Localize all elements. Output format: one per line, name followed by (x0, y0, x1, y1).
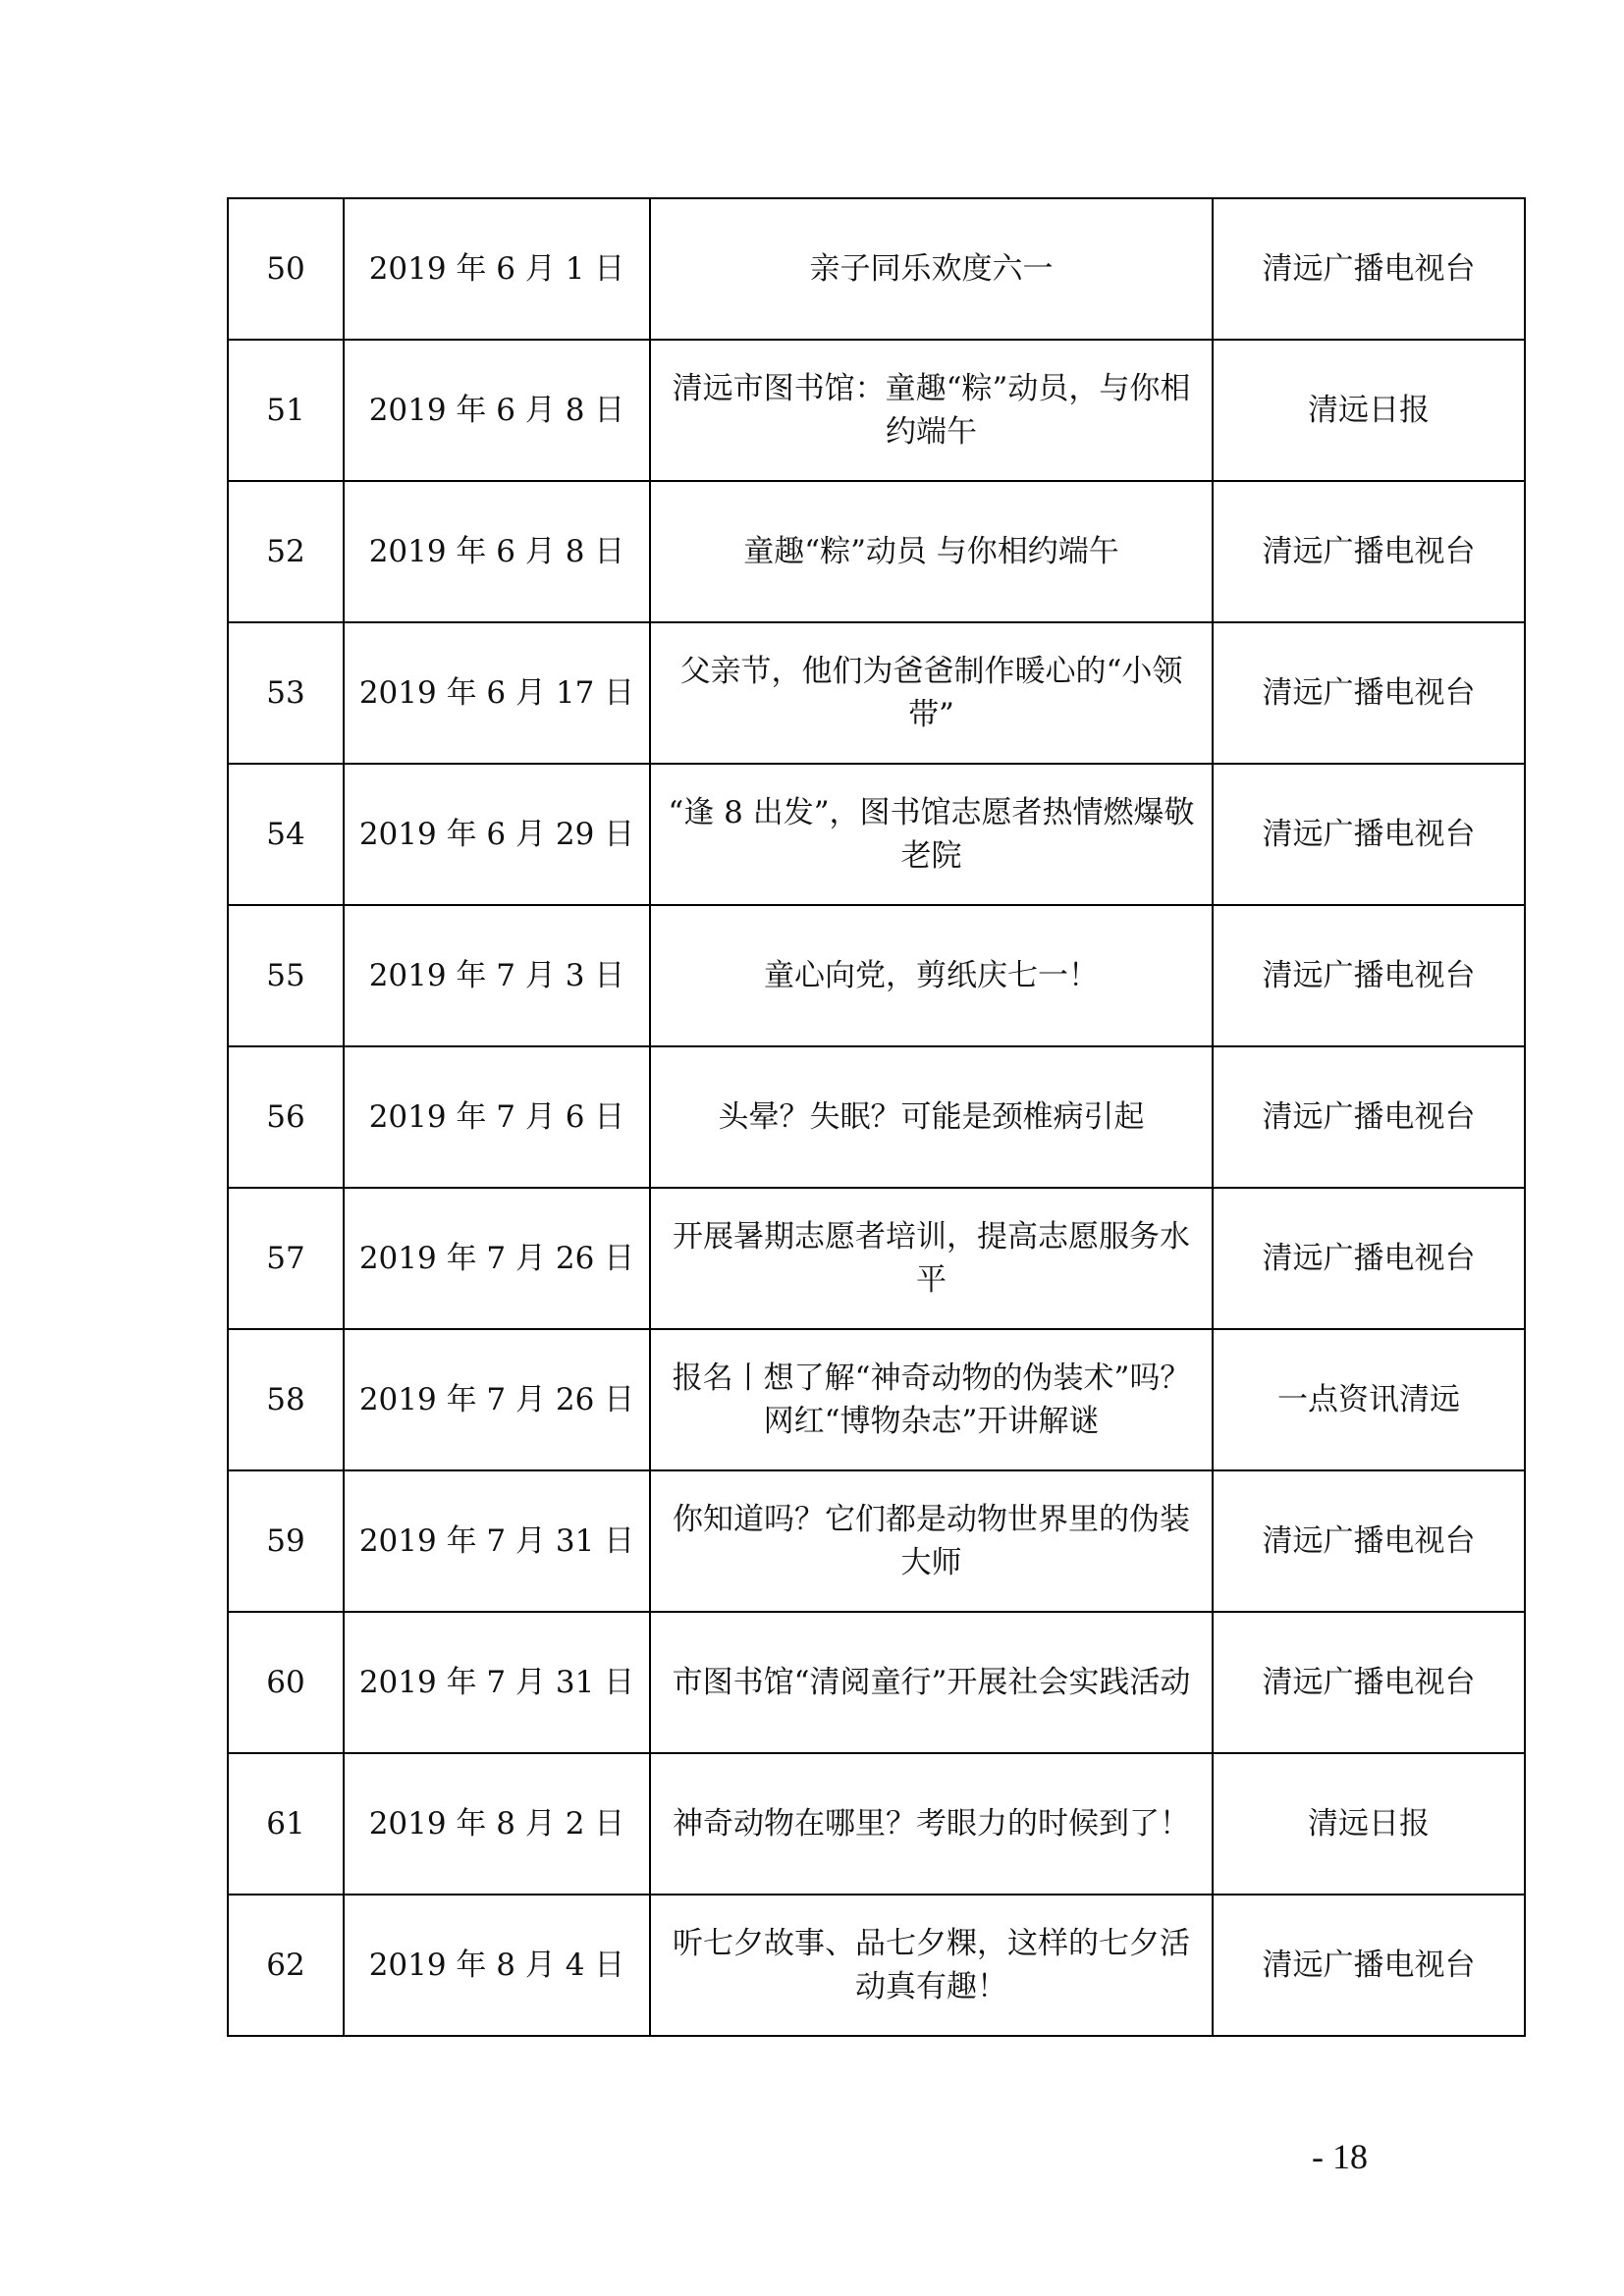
row-date: 2019 年 7 月 31 日 (344, 1612, 650, 1753)
row-title: 开展暑期志愿者培训，提高志愿服务水平 (650, 1188, 1213, 1329)
row-date: 2019 年 6 月 1 日 (344, 198, 650, 340)
row-title: 市图书馆“清阅童行”开展社会实践活动 (650, 1612, 1213, 1753)
row-number: 61 (228, 1753, 344, 1895)
row-title: 你知道吗？它们都是动物世界里的伪装大师 (650, 1470, 1213, 1612)
media-coverage-table (227, 197, 1526, 2037)
row-number: 54 (228, 764, 344, 905)
row-number: 55 (228, 905, 344, 1046)
row-date: 2019 年 8 月 2 日 (344, 1753, 650, 1895)
row-source: 清远日报 (1213, 340, 1525, 481)
row-number: 59 (228, 1470, 344, 1612)
row-source: 清远日报 (1213, 1753, 1525, 1895)
row-title: 听七夕故事、品七夕粿，这样的七夕活动真有趣！ (650, 1895, 1213, 2036)
page-number: - 18 (1312, 2137, 1368, 2176)
table-row (228, 905, 1525, 1046)
row-date: 2019 年 7 月 26 日 (344, 1329, 650, 1470)
row-date: 2019 年 7 月 3 日 (344, 905, 650, 1046)
row-number: 51 (228, 340, 344, 481)
row-title: 神奇动物在哪里？考眼力的时候到了！ (650, 1753, 1213, 1895)
row-date: 2019 年 6 月 8 日 (344, 340, 650, 481)
row-title: 头晕？失眠？可能是颈椎病引起 (650, 1046, 1213, 1188)
row-date: 2019 年 7 月 6 日 (344, 1046, 650, 1188)
row-title: 清远市图书馆：童趣“粽”动员，与你相约端午 (650, 340, 1213, 481)
table-row (228, 622, 1525, 764)
row-number: 53 (228, 622, 344, 764)
row-source: 清远广播电视台 (1213, 1046, 1525, 1188)
row-title: 报名丨想了解“神奇动物的伪装术”吗？网红“博物杂志”开讲解谜 (650, 1329, 1213, 1470)
row-title: 父亲节，他们为爸爸制作暖心的“小领带” (650, 622, 1213, 764)
row-number: 58 (228, 1329, 344, 1470)
row-number: 57 (228, 1188, 344, 1329)
table-row (228, 198, 1525, 340)
row-source: 清远广播电视台 (1213, 198, 1525, 340)
table-row (228, 1329, 1525, 1470)
table-row (228, 1188, 1525, 1329)
row-number: 50 (228, 198, 344, 340)
row-source: 清远广播电视台 (1213, 481, 1525, 622)
row-date: 2019 年 7 月 26 日 (344, 1188, 650, 1329)
row-date: 2019 年 7 月 31 日 (344, 1470, 650, 1612)
row-date: 2019 年 6 月 29 日 (344, 764, 650, 905)
row-number: 62 (228, 1895, 344, 2036)
row-number: 60 (228, 1612, 344, 1753)
table-row (228, 1046, 1525, 1188)
table-row (228, 1612, 1525, 1753)
table-row (228, 1753, 1525, 1895)
table-row (228, 1470, 1525, 1612)
table-row (228, 340, 1525, 481)
row-date: 2019 年 6 月 17 日 (344, 622, 650, 764)
row-title: “逢 8 出发”，图书馆志愿者热情燃爆敬老院 (650, 764, 1213, 905)
table-row (228, 481, 1525, 622)
row-number: 56 (228, 1046, 344, 1188)
table-row (228, 1895, 1525, 2036)
row-title: 童心向党，剪纸庆七一！ (650, 905, 1213, 1046)
row-number: 52 (228, 481, 344, 622)
row-source: 清远广播电视台 (1213, 1895, 1525, 2036)
row-title: 童趣“粽”动员 与你相约端午 (650, 481, 1213, 622)
table-row (228, 764, 1525, 905)
row-source: 清远广播电视台 (1213, 1612, 1525, 1753)
row-source: 清远广播电视台 (1213, 905, 1525, 1046)
row-source: 清远广播电视台 (1213, 1188, 1525, 1329)
row-source: 清远广播电视台 (1213, 622, 1525, 764)
row-title: 亲子同乐欢度六一 (650, 198, 1213, 340)
row-date: 2019 年 8 月 4 日 (344, 1895, 650, 2036)
row-date: 2019 年 6 月 8 日 (344, 481, 650, 622)
row-source: 清远广播电视台 (1213, 764, 1525, 905)
row-source: 一点资讯清远 (1213, 1329, 1525, 1470)
row-source: 清远广播电视台 (1213, 1470, 1525, 1612)
